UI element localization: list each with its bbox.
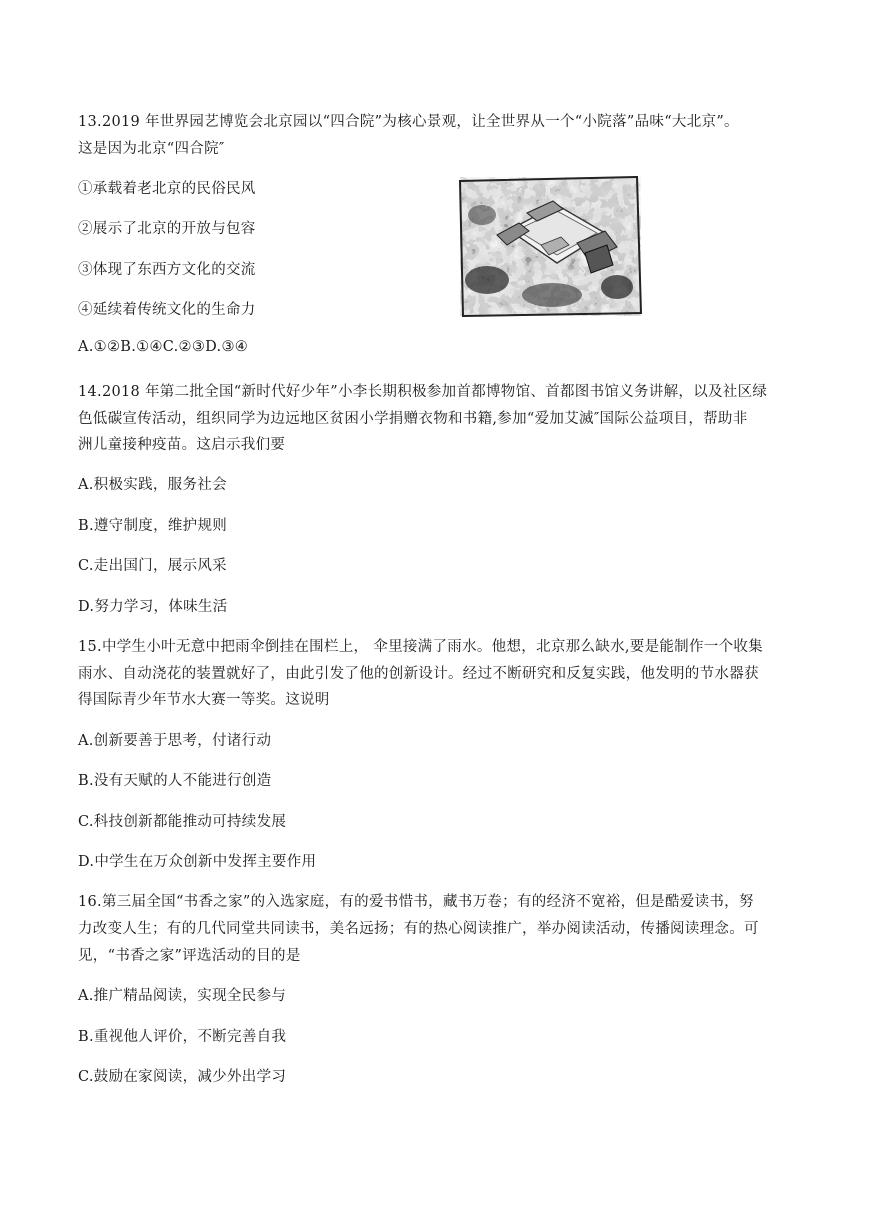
q15-stem-line-1: 15.中学生小叶无意中把雨伞倒挂在围栏上， 伞里接满了雨水。他想，北京那么缺水,要是能制作一个收集 [78, 639, 763, 655]
q14-option-c: C.走出国门，展示风采 [78, 558, 227, 574]
q13-statement-1: ①承载着老北京的民俗民风 [78, 181, 256, 197]
q14-option-b: B.遵守制度，维护规则 [78, 518, 228, 534]
q15-stem-line-3: 得国际青少年节水大赛一等奖。这说明 [78, 692, 330, 708]
q16-option-c: C.鼓励在家阅读，减少外出学习 [78, 1069, 287, 1085]
q16-option-b: B.重视他人评价，不断完善自我 [78, 1029, 287, 1045]
q13-statement-3: ③体现了东西方文化的交流 [78, 262, 256, 278]
q15-option-c: C.科技创新都能推动可持续发展 [78, 814, 287, 830]
siheyuan-photo [457, 175, 643, 317]
q16-stem-line-3: 见，“书香之家”评选活动的目的是 [78, 948, 301, 964]
q13-stem-line-1: 13.2019 年世界园艺博览会北京园以“四合院”为核心景观，让全世界从一个“小院落”品味“大北京”。 [78, 114, 739, 130]
q14-stem-line-1: 14.2018 年第二批全国“新时代好少年”小李长期积极参加首都博物馆、首都图书馆义务讲解，以及社区绿 [78, 384, 768, 400]
q14-option-d: D.努力学习，体味生活 [78, 599, 228, 615]
q14-stem-line-3: 洲儿童接种疫苗。这启示我们要 [78, 437, 286, 453]
q14-stem-line-2: 色低碳宣传活动，组织同学为边远地区贫困小学捐赠衣物和书籍,参加“爱加艾滅″国际公益项目，帮助非 [78, 411, 748, 427]
q16-stem-line-1: 16.第三届全国“书香之家”的入选家庭，有的爱书惜书，藏书万卷；有的经济不宽裕，但是酷爱读书，努 [78, 894, 754, 910]
q15-stem-line-2: 雨水、自动浇花的装置就好了，由此引发了他的创新设计。经过不断研究和反复实践，他发明的节水器获 [78, 666, 759, 682]
q15-option-a: A.创新要善于思考，付诸行动 [78, 733, 272, 749]
q13-statement-4: ④延续着传统文化的生命力 [78, 302, 256, 318]
q16-stem-line-2: 力改变人生；有的几代同堂共同读书，美名远扬；有的热心阅读推广，举办阅读活动，传播阅读理念。可 [78, 921, 759, 937]
q14-option-a: A.积极实践，服务社会 [78, 477, 227, 493]
q16-option-a: A.推广精品阅读，实现全民参与 [78, 988, 287, 1004]
q13-options: A.①②B.①④C.②③D.③④ [78, 339, 249, 355]
q15-option-d: D.中学生在万众创新中发挥主要作用 [78, 854, 317, 870]
q13-stem-line-2: 这是因为北京“四合院″ [78, 141, 225, 157]
q13-statement-2: ②展示了北京的开放与包容 [78, 221, 256, 237]
q15-option-b: B.没有天赋的人不能进行创造 [78, 773, 272, 789]
